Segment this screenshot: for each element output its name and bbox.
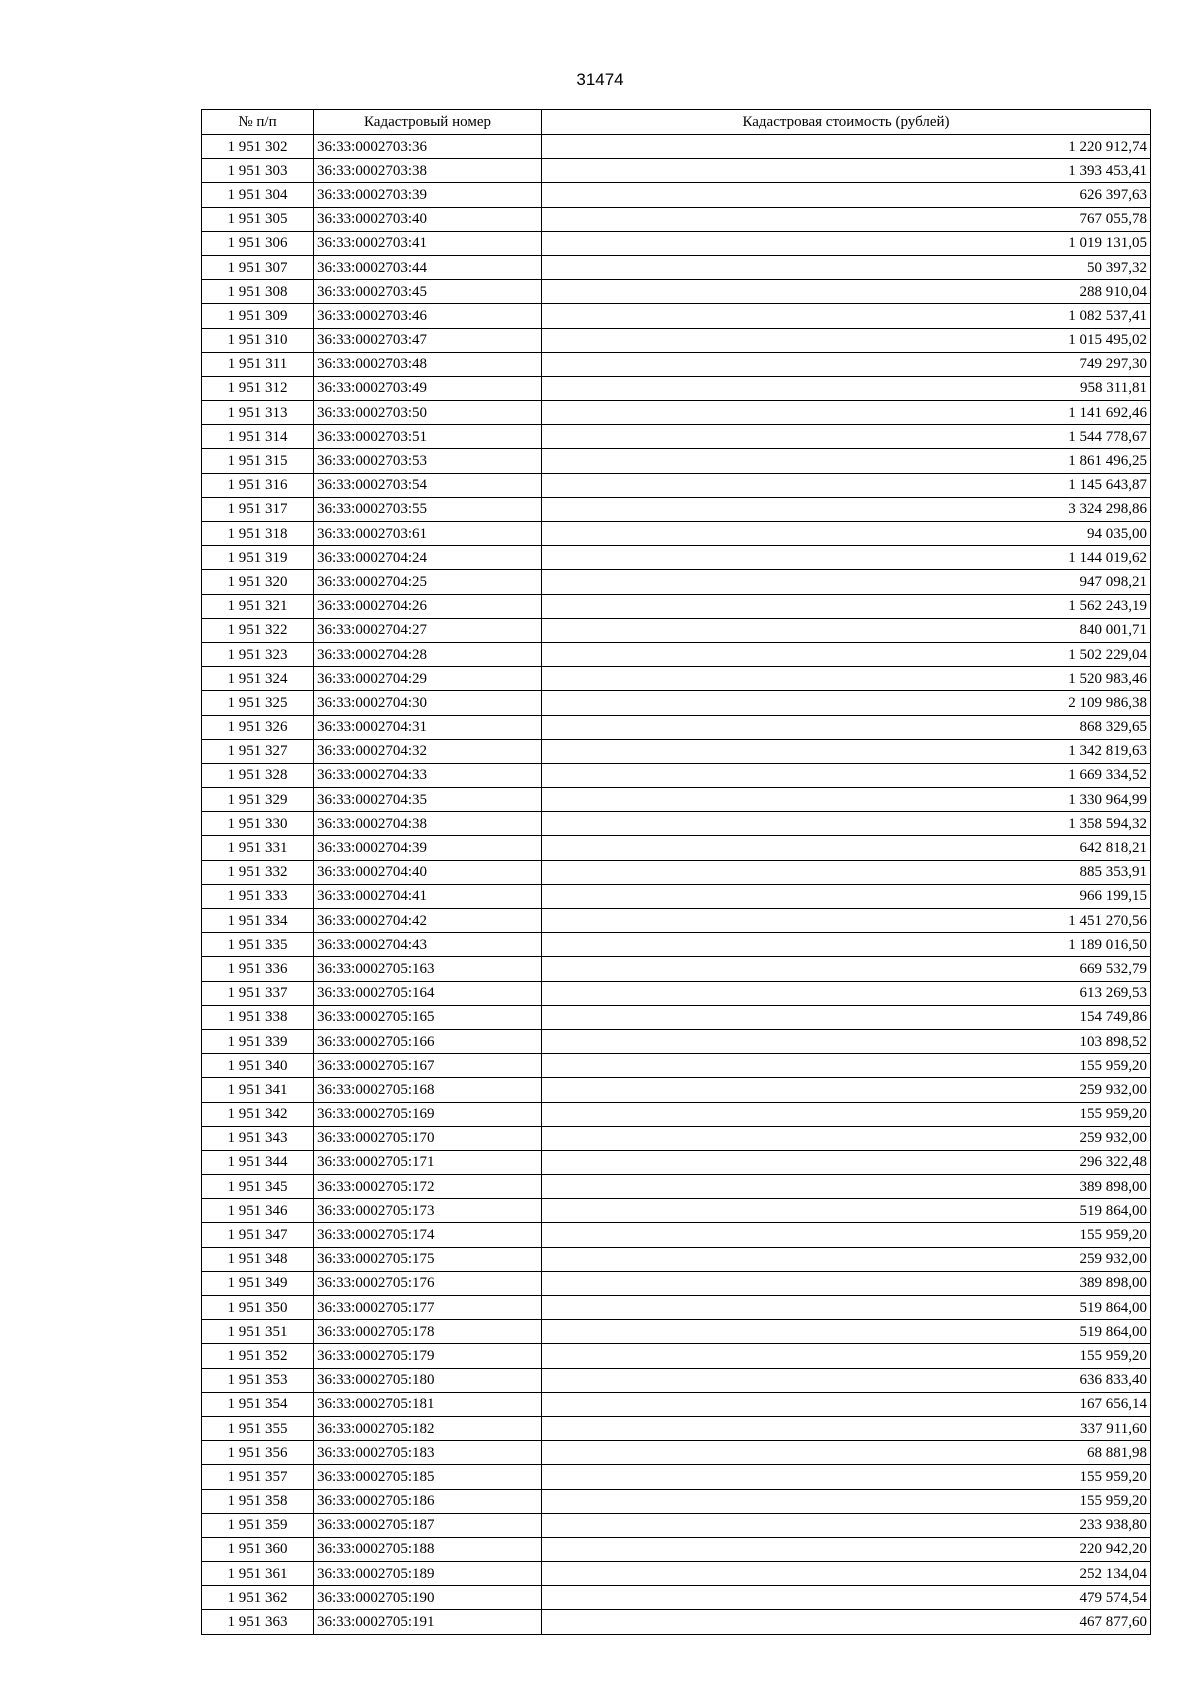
cadastral-number-cell: 36:33:0002703:51 xyxy=(314,425,542,449)
cadastral-cost-cell: 1 562 243,19 xyxy=(542,594,1151,618)
cadastral-number-cell: 36:33:0002703:54 xyxy=(314,473,542,497)
header-row-number: № п/п xyxy=(202,110,314,135)
cadastral-cost-cell: 1 015 495,02 xyxy=(542,328,1151,352)
table-row xyxy=(202,1199,1151,1223)
cadastral-cost-cell: 155 959,20 xyxy=(542,1223,1151,1247)
cadastral-cost-cell: 885 353,91 xyxy=(542,860,1151,884)
row-number-cell: 1 951 306 xyxy=(202,231,314,255)
header-cadastral-cost: Кадастровая стоимость (рублей) xyxy=(542,110,1151,135)
row-number-cell: 1 951 313 xyxy=(202,401,314,425)
cadastral-number-cell: 36:33:0002705:172 xyxy=(314,1175,542,1199)
table-row xyxy=(202,909,1151,933)
row-number-cell: 1 951 331 xyxy=(202,836,314,860)
cadastral-number-cell: 36:33:0002704:33 xyxy=(314,763,542,787)
row-number-cell: 1 951 319 xyxy=(202,546,314,570)
cadastral-cost-cell: 1 502 229,04 xyxy=(542,642,1151,666)
cadastral-cost-cell: 259 932,00 xyxy=(542,1247,1151,1271)
table-row xyxy=(202,1513,1151,1537)
cadastral-cost-cell: 749 297,30 xyxy=(542,352,1151,376)
cadastral-cost-cell: 519 864,00 xyxy=(542,1199,1151,1223)
row-number-cell: 1 951 341 xyxy=(202,1078,314,1102)
cadastral-cost-cell: 1 342 819,63 xyxy=(542,739,1151,763)
cadastral-cost-cell: 1 144 019,62 xyxy=(542,546,1151,570)
cadastral-cost-cell: 613 269,53 xyxy=(542,981,1151,1005)
cadastral-cost-cell: 1 145 643,87 xyxy=(542,473,1151,497)
table-row xyxy=(202,1489,1151,1513)
table-row xyxy=(202,1078,1151,1102)
row-number-cell: 1 951 308 xyxy=(202,280,314,304)
cadastral-number-cell: 36:33:0002703:38 xyxy=(314,159,542,183)
cadastral-cost-cell: 1 669 334,52 xyxy=(542,763,1151,787)
table-row xyxy=(202,739,1151,763)
table-row xyxy=(202,328,1151,352)
cadastral-cost-cell: 167 656,14 xyxy=(542,1392,1151,1416)
table-row xyxy=(202,812,1151,836)
table-row xyxy=(202,1223,1151,1247)
cadastral-number-cell: 36:33:0002703:55 xyxy=(314,497,542,521)
table-row xyxy=(202,159,1151,183)
cadastral-number-cell: 36:33:0002705:189 xyxy=(314,1562,542,1586)
cadastral-number-cell: 36:33:0002705:182 xyxy=(314,1416,542,1440)
cadastral-cost-cell: 155 959,20 xyxy=(542,1344,1151,1368)
cadastral-number-cell: 36:33:0002703:44 xyxy=(314,255,542,279)
table-row xyxy=(202,788,1151,812)
cadastral-number-cell: 36:33:0002704:26 xyxy=(314,594,542,618)
row-number-cell: 1 951 347 xyxy=(202,1223,314,1247)
table-row xyxy=(202,642,1151,666)
cadastral-number-cell: 36:33:0002705:164 xyxy=(314,981,542,1005)
cadastral-number-cell: 36:33:0002705:181 xyxy=(314,1392,542,1416)
cadastral-cost-cell: 1 220 912,74 xyxy=(542,135,1151,159)
row-number-cell: 1 951 321 xyxy=(202,594,314,618)
cadastral-cost-cell: 3 324 298,86 xyxy=(542,497,1151,521)
table-row xyxy=(202,1102,1151,1126)
cadastral-cost-cell: 155 959,20 xyxy=(542,1102,1151,1126)
cadastral-number-cell: 36:33:0002703:49 xyxy=(314,376,542,400)
cadastral-number-cell: 36:33:0002703:45 xyxy=(314,280,542,304)
cadastral-number-cell: 36:33:0002705:174 xyxy=(314,1223,542,1247)
cadastral-number-cell: 36:33:0002705:186 xyxy=(314,1489,542,1513)
cadastral-number-cell: 36:33:0002704:40 xyxy=(314,860,542,884)
row-number-cell: 1 951 352 xyxy=(202,1344,314,1368)
row-number-cell: 1 951 363 xyxy=(202,1610,314,1634)
cadastral-number-cell: 36:33:0002703:46 xyxy=(314,304,542,328)
row-number-cell: 1 951 304 xyxy=(202,183,314,207)
cadastral-number-cell: 36:33:0002704:25 xyxy=(314,570,542,594)
cadastral-number-cell: 36:33:0002703:50 xyxy=(314,401,542,425)
cadastral-number-cell: 36:33:0002703:47 xyxy=(314,328,542,352)
cadastral-number-cell: 36:33:0002705:163 xyxy=(314,957,542,981)
cadastral-number-cell: 36:33:0002704:31 xyxy=(314,715,542,739)
table-row xyxy=(202,1271,1151,1295)
cadastral-cost-cell: 2 109 986,38 xyxy=(542,691,1151,715)
cadastral-cost-cell: 154 749,86 xyxy=(542,1005,1151,1029)
row-number-cell: 1 951 360 xyxy=(202,1537,314,1561)
row-number-cell: 1 951 338 xyxy=(202,1005,314,1029)
header-cadastral-number: Кадастровый номер xyxy=(314,110,542,135)
table-row xyxy=(202,1368,1151,1392)
cadastral-number-cell: 36:33:0002705:166 xyxy=(314,1029,542,1053)
table-row xyxy=(202,376,1151,400)
cadastral-number-cell: 36:33:0002705:169 xyxy=(314,1102,542,1126)
table-row xyxy=(202,255,1151,279)
row-number-cell: 1 951 350 xyxy=(202,1296,314,1320)
row-number-cell: 1 951 317 xyxy=(202,497,314,521)
cadastral-number-cell: 36:33:0002704:42 xyxy=(314,909,542,933)
cadastral-cost-cell: 1 019 131,05 xyxy=(542,231,1151,255)
cadastral-number-cell: 36:33:0002704:38 xyxy=(314,812,542,836)
row-number-cell: 1 951 344 xyxy=(202,1150,314,1174)
row-number-cell: 1 951 334 xyxy=(202,909,314,933)
cadastral-number-cell: 36:33:0002705:187 xyxy=(314,1513,542,1537)
table-row xyxy=(202,957,1151,981)
row-number-cell: 1 951 323 xyxy=(202,642,314,666)
cadastral-cost-cell: 1 544 778,67 xyxy=(542,425,1151,449)
cadastral-cost-cell: 467 877,60 xyxy=(542,1610,1151,1634)
table-row xyxy=(202,1054,1151,1078)
cadastral-number-cell: 36:33:0002703:39 xyxy=(314,183,542,207)
cadastral-number-cell: 36:33:0002703:36 xyxy=(314,135,542,159)
row-number-cell: 1 951 330 xyxy=(202,812,314,836)
table-row xyxy=(202,1320,1151,1344)
cadastral-cost-cell: 155 959,20 xyxy=(542,1489,1151,1513)
table-row xyxy=(202,546,1151,570)
cadastral-cost-cell: 947 098,21 xyxy=(542,570,1151,594)
table-row xyxy=(202,425,1151,449)
table-row xyxy=(202,1344,1151,1368)
cadastral-number-cell: 36:33:0002705:170 xyxy=(314,1126,542,1150)
table-body xyxy=(202,135,1151,1635)
cadastral-cost-cell: 1 451 270,56 xyxy=(542,909,1151,933)
row-number-cell: 1 951 324 xyxy=(202,667,314,691)
table-row xyxy=(202,183,1151,207)
table-row xyxy=(202,981,1151,1005)
cadastral-number-cell: 36:33:0002705:179 xyxy=(314,1344,542,1368)
cadastral-cost-cell: 1 393 453,41 xyxy=(542,159,1151,183)
table-row xyxy=(202,304,1151,328)
row-number-cell: 1 951 343 xyxy=(202,1126,314,1150)
cadastral-cost-cell: 68 881,98 xyxy=(542,1441,1151,1465)
cadastral-cost-cell: 642 818,21 xyxy=(542,836,1151,860)
table-row xyxy=(202,449,1151,473)
table-row xyxy=(202,1029,1151,1053)
row-number-cell: 1 951 359 xyxy=(202,1513,314,1537)
cadastral-cost-cell: 1 520 983,46 xyxy=(542,667,1151,691)
row-number-cell: 1 951 351 xyxy=(202,1320,314,1344)
cadastral-cost-cell: 636 833,40 xyxy=(542,1368,1151,1392)
cadastral-number-cell: 36:33:0002705:178 xyxy=(314,1320,542,1344)
table-row xyxy=(202,1126,1151,1150)
cadastral-cost-cell: 389 898,00 xyxy=(542,1271,1151,1295)
cadastral-number-cell: 36:33:0002705:173 xyxy=(314,1199,542,1223)
cadastral-cost-cell: 94 035,00 xyxy=(542,522,1151,546)
cadastral-number-cell: 36:33:0002704:30 xyxy=(314,691,542,715)
table-row xyxy=(202,207,1151,231)
table-row xyxy=(202,135,1151,159)
cadastral-number-cell: 36:33:0002705:175 xyxy=(314,1247,542,1271)
cadastral-number-cell: 36:33:0002704:32 xyxy=(314,739,542,763)
cadastral-cost-cell: 220 942,20 xyxy=(542,1537,1151,1561)
row-number-cell: 1 951 312 xyxy=(202,376,314,400)
cadastral-cost-cell: 868 329,65 xyxy=(542,715,1151,739)
cadastral-cost-cell: 1 861 496,25 xyxy=(542,449,1151,473)
cadastral-cost-cell: 479 574,54 xyxy=(542,1586,1151,1610)
cadastral-cost-cell: 252 134,04 xyxy=(542,1562,1151,1586)
cadastral-cost-cell: 519 864,00 xyxy=(542,1296,1151,1320)
cadastral-cost-cell: 669 532,79 xyxy=(542,957,1151,981)
table-row xyxy=(202,1465,1151,1489)
cadastral-cost-cell: 50 397,32 xyxy=(542,255,1151,279)
cadastral-cost-cell: 1 141 692,46 xyxy=(542,401,1151,425)
row-number-cell: 1 951 339 xyxy=(202,1029,314,1053)
table-row xyxy=(202,715,1151,739)
cadastral-cost-cell: 1 082 537,41 xyxy=(542,304,1151,328)
cadastral-cost-cell: 1 358 594,32 xyxy=(542,812,1151,836)
table-row xyxy=(202,1610,1151,1634)
cadastral-number-cell: 36:33:0002703:48 xyxy=(314,352,542,376)
row-number-cell: 1 951 362 xyxy=(202,1586,314,1610)
cadastral-cost-cell: 288 910,04 xyxy=(542,280,1151,304)
cadastral-cost-cell: 337 911,60 xyxy=(542,1416,1151,1440)
cadastral-cost-cell: 958 311,81 xyxy=(542,376,1151,400)
row-number-cell: 1 951 328 xyxy=(202,763,314,787)
row-number-cell: 1 951 361 xyxy=(202,1562,314,1586)
row-number-cell: 1 951 337 xyxy=(202,981,314,1005)
table-row xyxy=(202,280,1151,304)
row-number-cell: 1 951 355 xyxy=(202,1416,314,1440)
cadastral-cost-cell: 259 932,00 xyxy=(542,1126,1151,1150)
row-number-cell: 1 951 356 xyxy=(202,1441,314,1465)
table-row xyxy=(202,522,1151,546)
cadastral-number-cell: 36:33:0002704:27 xyxy=(314,618,542,642)
row-number-cell: 1 951 310 xyxy=(202,328,314,352)
cadastral-number-cell: 36:33:0002704:35 xyxy=(314,788,542,812)
row-number-cell: 1 951 325 xyxy=(202,691,314,715)
table-row xyxy=(202,1005,1151,1029)
cadastral-number-cell: 36:33:0002704:41 xyxy=(314,884,542,908)
table-row xyxy=(202,1586,1151,1610)
cadastral-cost-cell: 767 055,78 xyxy=(542,207,1151,231)
table-row xyxy=(202,691,1151,715)
cadastral-value-table xyxy=(201,109,1151,1635)
cadastral-number-cell: 36:33:0002703:53 xyxy=(314,449,542,473)
table-row xyxy=(202,231,1151,255)
row-number-cell: 1 951 345 xyxy=(202,1175,314,1199)
table-row xyxy=(202,473,1151,497)
cadastral-cost-cell: 840 001,71 xyxy=(542,618,1151,642)
table-row xyxy=(202,1247,1151,1271)
row-number-cell: 1 951 305 xyxy=(202,207,314,231)
table-row xyxy=(202,1537,1151,1561)
row-number-cell: 1 951 303 xyxy=(202,159,314,183)
cadastral-cost-cell: 626 397,63 xyxy=(542,183,1151,207)
cadastral-number-cell: 36:33:0002705:176 xyxy=(314,1271,542,1295)
cadastral-cost-cell: 1 189 016,50 xyxy=(542,933,1151,957)
cadastral-cost-cell: 259 932,00 xyxy=(542,1078,1151,1102)
cadastral-number-cell: 36:33:0002703:61 xyxy=(314,522,542,546)
row-number-cell: 1 951 336 xyxy=(202,957,314,981)
table-row xyxy=(202,1416,1151,1440)
row-number-cell: 1 951 307 xyxy=(202,255,314,279)
table-row xyxy=(202,836,1151,860)
table-row xyxy=(202,1296,1151,1320)
row-number-cell: 1 951 335 xyxy=(202,933,314,957)
row-number-cell: 1 951 311 xyxy=(202,352,314,376)
row-number-cell: 1 951 353 xyxy=(202,1368,314,1392)
row-number-cell: 1 951 346 xyxy=(202,1199,314,1223)
row-number-cell: 1 951 316 xyxy=(202,473,314,497)
row-number-cell: 1 951 354 xyxy=(202,1392,314,1416)
cadastral-number-cell: 36:33:0002705:171 xyxy=(314,1150,542,1174)
cadastral-number-cell: 36:33:0002704:24 xyxy=(314,546,542,570)
cadastral-number-cell: 36:33:0002705:183 xyxy=(314,1441,542,1465)
cadastral-number-cell: 36:33:0002704:29 xyxy=(314,667,542,691)
row-number-cell: 1 951 302 xyxy=(202,135,314,159)
table-row xyxy=(202,570,1151,594)
cadastral-cost-cell: 155 959,20 xyxy=(542,1054,1151,1078)
table-header-row xyxy=(202,110,1151,135)
cadastral-number-cell: 36:33:0002704:28 xyxy=(314,642,542,666)
cadastral-number-cell: 36:33:0002705:180 xyxy=(314,1368,542,1392)
row-number-cell: 1 951 349 xyxy=(202,1271,314,1295)
row-number-cell: 1 951 309 xyxy=(202,304,314,328)
table-row xyxy=(202,1175,1151,1199)
cadastral-cost-cell: 966 199,15 xyxy=(542,884,1151,908)
row-number-cell: 1 951 327 xyxy=(202,739,314,763)
row-number-cell: 1 951 318 xyxy=(202,522,314,546)
cadastral-number-cell: 36:33:0002705:167 xyxy=(314,1054,542,1078)
table-row xyxy=(202,401,1151,425)
row-number-cell: 1 951 315 xyxy=(202,449,314,473)
cadastral-number-cell: 36:33:0002705:168 xyxy=(314,1078,542,1102)
table-row xyxy=(202,667,1151,691)
row-number-cell: 1 951 333 xyxy=(202,884,314,908)
cadastral-number-cell: 36:33:0002705:191 xyxy=(314,1610,542,1634)
cadastral-cost-cell: 1 330 964,99 xyxy=(542,788,1151,812)
cadastral-number-cell: 36:33:0002705:190 xyxy=(314,1586,542,1610)
row-number-cell: 1 951 357 xyxy=(202,1465,314,1489)
cadastral-number-cell: 36:33:0002704:43 xyxy=(314,933,542,957)
table-row xyxy=(202,1441,1151,1465)
cadastral-cost-cell: 155 959,20 xyxy=(542,1465,1151,1489)
row-number-cell: 1 951 342 xyxy=(202,1102,314,1126)
row-number-cell: 1 951 322 xyxy=(202,618,314,642)
table-row xyxy=(202,1392,1151,1416)
page-number: 31474 xyxy=(576,70,624,89)
table-row xyxy=(202,594,1151,618)
row-number-cell: 1 951 329 xyxy=(202,788,314,812)
cadastral-cost-cell: 389 898,00 xyxy=(542,1175,1151,1199)
row-number-cell: 1 951 314 xyxy=(202,425,314,449)
cadastral-number-cell: 36:33:0002705:165 xyxy=(314,1005,542,1029)
table-row xyxy=(202,763,1151,787)
cadastral-cost-cell: 296 322,48 xyxy=(542,1150,1151,1174)
row-number-cell: 1 951 340 xyxy=(202,1054,314,1078)
row-number-cell: 1 951 326 xyxy=(202,715,314,739)
table-row xyxy=(202,1562,1151,1586)
row-number-cell: 1 951 320 xyxy=(202,570,314,594)
row-number-cell: 1 951 358 xyxy=(202,1489,314,1513)
cadastral-number-cell: 36:33:0002704:39 xyxy=(314,836,542,860)
table-row xyxy=(202,860,1151,884)
cadastral-cost-cell: 233 938,80 xyxy=(542,1513,1151,1537)
table-row xyxy=(202,497,1151,521)
table-row xyxy=(202,933,1151,957)
table-row xyxy=(202,1150,1151,1174)
table-row xyxy=(202,884,1151,908)
table-row xyxy=(202,352,1151,376)
cadastral-number-cell: 36:33:0002703:41 xyxy=(314,231,542,255)
cadastral-cost-cell: 103 898,52 xyxy=(542,1029,1151,1053)
row-number-cell: 1 951 348 xyxy=(202,1247,314,1271)
cadastral-number-cell: 36:33:0002705:185 xyxy=(314,1465,542,1489)
cadastral-number-cell: 36:33:0002703:40 xyxy=(314,207,542,231)
table-row xyxy=(202,618,1151,642)
row-number-cell: 1 951 332 xyxy=(202,860,314,884)
cadastral-number-cell: 36:33:0002705:188 xyxy=(314,1537,542,1561)
cadastral-cost-cell: 519 864,00 xyxy=(542,1320,1151,1344)
cadastral-number-cell: 36:33:0002705:177 xyxy=(314,1296,542,1320)
